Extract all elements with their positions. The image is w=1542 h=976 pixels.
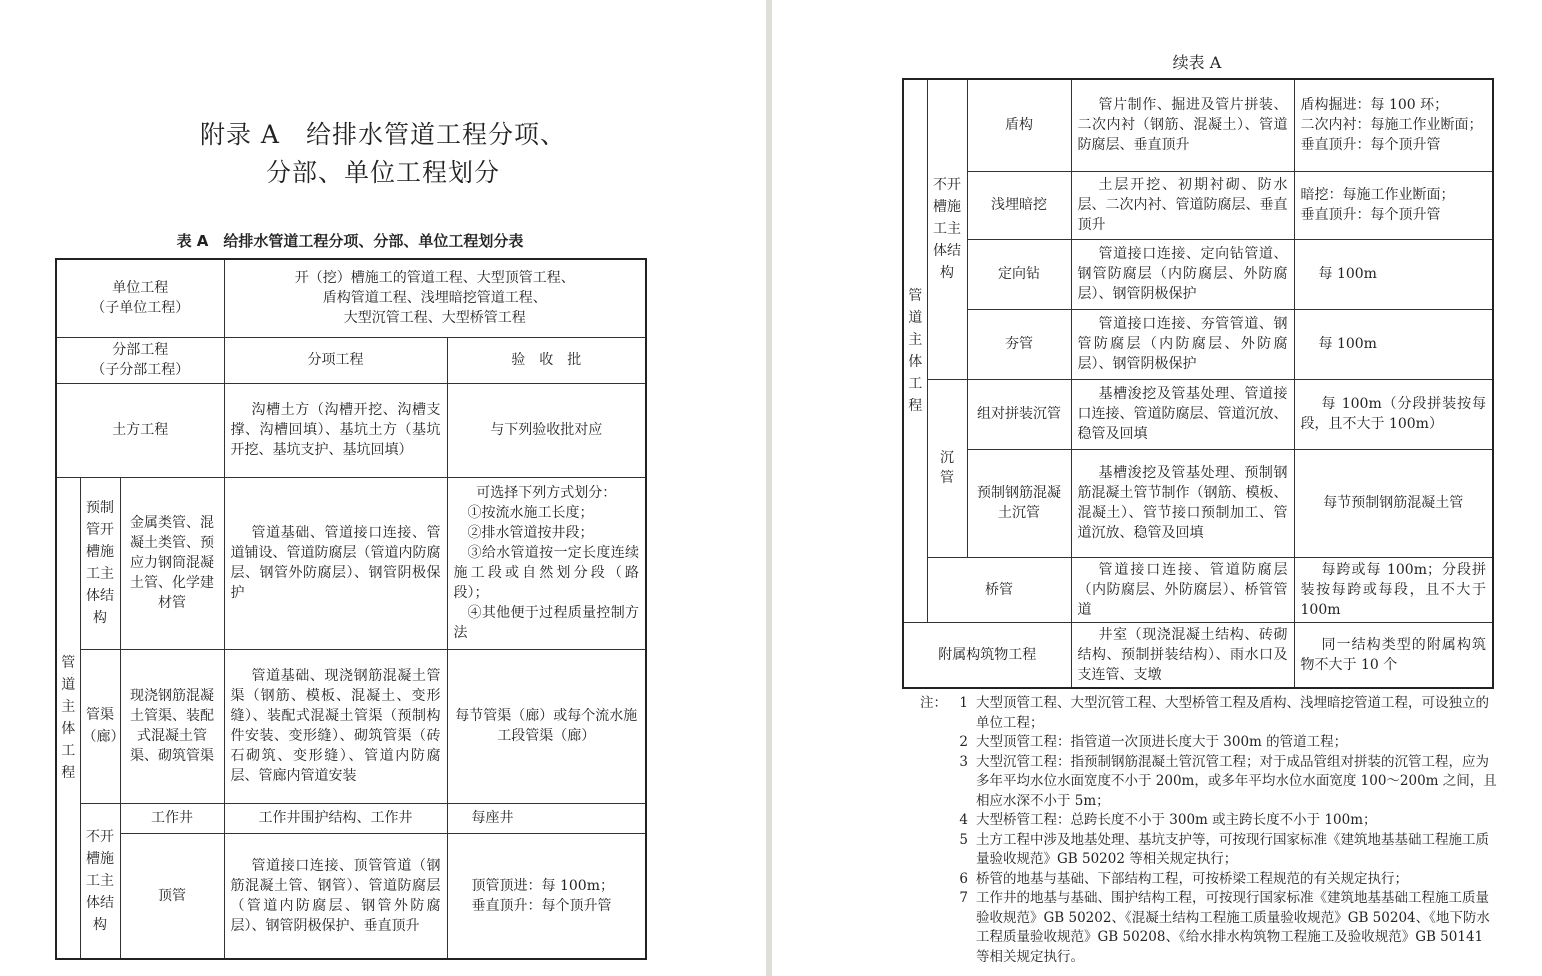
note-text: 大型桥管工程：总跨长度不小于 300m 或主跨长度不小于 100m； xyxy=(976,812,1377,828)
note-item xyxy=(920,831,1500,870)
pipe-batch-line: ④其他便于过程质量控制方法 xyxy=(453,605,640,641)
note-number: 1 xyxy=(959,695,968,711)
shaft-batch: 每座井 xyxy=(447,803,646,833)
culvert-label: 管渠（廊） xyxy=(80,649,120,803)
row-name: 预制钢筋混凝土沉管 xyxy=(967,449,1071,557)
main-body-label: 管道主体工程 xyxy=(903,79,927,622)
unit-value: 开（挖）槽施工的管道工程、大型顶管工程、 盾构管道工程、浅埋暗挖管道工程、 大型沉管工程、大型桥管工程 xyxy=(224,259,646,337)
bridge-batch: 每跨或每 100m；分段拼装按每跨或每段，且不大于 100m xyxy=(1294,557,1493,622)
note-number: 4 xyxy=(959,812,968,828)
unit-label: 单位工程 （子单位工程） xyxy=(56,259,224,337)
row-batch: 每节预制钢筋混凝土管 xyxy=(1294,449,1493,557)
jacking-items: 管道接口连接、顶管管道（钢筋混凝土管、钢管）、管道防腐层（管道内防腐层、钢管外防腐层）、钢管阴极保护、垂直顶升 xyxy=(224,833,447,959)
shaft-name: 工作井 xyxy=(120,803,224,833)
header-division: 分部工程 （子分部工程） xyxy=(56,337,224,383)
no-trench-label: 不开槽施工主体结构 xyxy=(927,79,967,379)
row-name: 浅埋暗挖 xyxy=(967,171,1071,239)
note-number: 6 xyxy=(959,870,968,887)
pipe-batch-line: ②排水管道按井段； xyxy=(467,525,594,541)
note-item xyxy=(920,694,1500,733)
appendix-title-line2: 分部、单位工程划分 xyxy=(265,158,500,187)
note-number: 7 xyxy=(959,890,968,906)
note-item xyxy=(920,870,1500,890)
note-item xyxy=(920,733,1500,753)
table-caption: 表 A 给排水管道工程分项、分部、单位工程划分表 xyxy=(176,232,524,250)
shaft-items: 工作井围护结构、工作井 xyxy=(224,803,447,833)
row-batch: 暗挖：每施工作业断面； 垂直顶升：每个顶升管 xyxy=(1294,171,1493,239)
row-name: 组对拼装沉管 xyxy=(967,379,1071,449)
continued-caption: 续表 A xyxy=(1172,53,1222,72)
row-items: 管片制作、掘进及管片拼装、二次内衬（钢筋、混凝土）、管道防腐层、垂直顶升 xyxy=(1071,79,1294,171)
row-items: 土层开挖、初期衬砌、防水层、二次内衬、管道防腐层、垂直顶升 xyxy=(1071,171,1294,239)
note-number: 5 xyxy=(959,831,968,848)
row-items: 管道接口连接、定向钻管道、钢管防腐层（内防腐层、外防腐层）、钢管阴极保护 xyxy=(1071,239,1294,309)
note-item xyxy=(920,753,1500,812)
row-items: 基槽浚挖及管基处理、预制钢筋混凝土管节制作（钢筋、模板、混凝土）、管节接口预制加工、管道沉放、稳管及回填 xyxy=(1071,449,1294,557)
continued-table xyxy=(902,78,1494,689)
note-text: 土方工程中涉及地基处理、基坑支护等，可按现行国家标准《建筑地基基础工程施工质量验收规范》GB 50202 等相关规定执行； xyxy=(976,831,1489,867)
open-trench-label: 预制管开槽施工主体结构 xyxy=(80,477,120,649)
pipe-batch-line: 可选择下列方式划分： xyxy=(476,485,617,501)
note-text: 桥管的地基与基础、下部结构工程，可按桥梁工程规范的有关规定执行； xyxy=(976,870,1408,887)
row-batch: 每 100m（分段拼装按每段，且不大于 100m） xyxy=(1294,379,1493,449)
row-items: 基槽浚挖及管基处理、管道接口连接、管道防腐层、管道沉放、稳管及回填 xyxy=(1071,379,1294,449)
note-text: 大型沉管工程：指预制钢筋混凝土管沉管工程；对于成品管组对拼装的沉管工程，应为多年平均水位水面宽度不小于 200m，或多年平均水位水面宽度 100～200m 之间，且相应水深不小于 5m； xyxy=(976,753,1497,809)
note-item xyxy=(920,811,1500,831)
division-table xyxy=(55,258,647,960)
pipe-items: 管道基础、管道接口连接、管道铺设、管道防腐层（管道内防腐层、钢管外防腐层）、钢管阴极保护 xyxy=(224,477,447,649)
notes-label: 注： xyxy=(920,695,947,711)
earth-name: 土方工程 xyxy=(56,383,224,477)
pipe-types: 金属类管、混凝土类管、预应力钢筒混凝土管、化学建材管 xyxy=(120,477,224,649)
appendix-title-line1: 附录 A 给排水管道工程分项、 xyxy=(199,120,566,149)
sink-label: 沉管 xyxy=(927,379,967,557)
pipe-batch xyxy=(447,477,646,649)
note-text: 工作井的地基与基础、围护结构工程，可按现行国家标准《建筑地基基础工程施工质量验收规范》GB 50202、《混凝土结构工程施工质量验收规范》GB 50204、《地下防水工程质量验收规范》GB 50208、《给水排水构筑物工程施工及验收规范》GB 50141 等相关规定执行。 xyxy=(976,890,1490,965)
row-name: 盾构 xyxy=(967,79,1071,171)
aux-name: 附属构筑物工程 xyxy=(903,622,1071,688)
note-item xyxy=(920,889,1500,967)
main-body-label: 管道主体工程 xyxy=(56,477,80,959)
earth-batch: 与下列验收批对应 xyxy=(447,383,646,477)
row-items: 管道接口连接、夯管管道、钢管防腐层（内防腐层、外防腐层）、钢管阴极保护 xyxy=(1071,309,1294,379)
culvert-batch: 每节管渠（廊）或每个流水施工段管渠（廊） xyxy=(447,649,646,803)
jacking-batch: 顶管顶进：每 100m； 垂直顶升：每个顶升管 xyxy=(447,833,646,959)
earth-items: 沟槽土方（沟槽开挖、沟槽支撑、沟槽回填）、基坑土方（基坑开挖、基坑支护、基坑回填） xyxy=(224,383,447,477)
culvert-items: 管道基础、现浇钢筋混凝土管渠（钢筋、模板、混凝土、变形缝）、装配式混凝土管渠（预制构件安装、变形缝）、砌筑管渠（砖石砌筑、变形缝）、管道内防腐层、管廊内管道安装 xyxy=(224,649,447,803)
no-trench-label: 不开槽施工主体结构 xyxy=(80,803,120,959)
row-name: 夯管 xyxy=(967,309,1071,379)
row-batch: 每 100m xyxy=(1294,309,1493,379)
header-item: 分项工程 xyxy=(224,337,447,383)
row-batch: 每 100m xyxy=(1294,239,1493,309)
jacking-name: 顶管 xyxy=(120,833,224,959)
aux-items: 井室（现浇混凝土结构、砖砌结构、预制拼装结构）、雨水口及支连管、支墩 xyxy=(1071,622,1294,688)
culvert-types: 现浇钢筋混凝土管渠、装配式混凝土管渠、砌筑管渠 xyxy=(120,649,224,803)
row-batch: 盾构掘进：每 100 环； 二次内衬：每施工作业断面； 垂直顶升：每个顶升管 xyxy=(1294,79,1493,171)
note-text: 大型顶管工程、大型沉管工程、大型桥管工程及盾构、浅埋暗挖管道工程，可设独立的单位工程； xyxy=(976,695,1489,731)
aux-batch: 同一结构类型的附属构筑物不大于 10 个 xyxy=(1294,622,1493,688)
pipe-batch-line: ③给水管道按一定长度连续施工段或自然划分段（路段）； xyxy=(453,545,640,601)
note-text: 大型顶管工程：指管道一次顶进长度大于 300m 的管道工程； xyxy=(976,734,1348,750)
header-batch: 验 收 批 xyxy=(447,337,646,383)
row-name: 定向钻 xyxy=(967,239,1071,309)
pipe-batch-line: ①按流水施工长度； xyxy=(467,505,594,521)
note-number: 3 xyxy=(959,753,968,770)
bridge-items: 管道接口连接、管道防腐层（内防腐层、外防腐层）、桥管管道 xyxy=(1071,557,1294,622)
bridge-name: 桥管 xyxy=(927,557,1071,622)
note-number: 2 xyxy=(959,734,968,750)
table-notes xyxy=(920,694,1500,967)
